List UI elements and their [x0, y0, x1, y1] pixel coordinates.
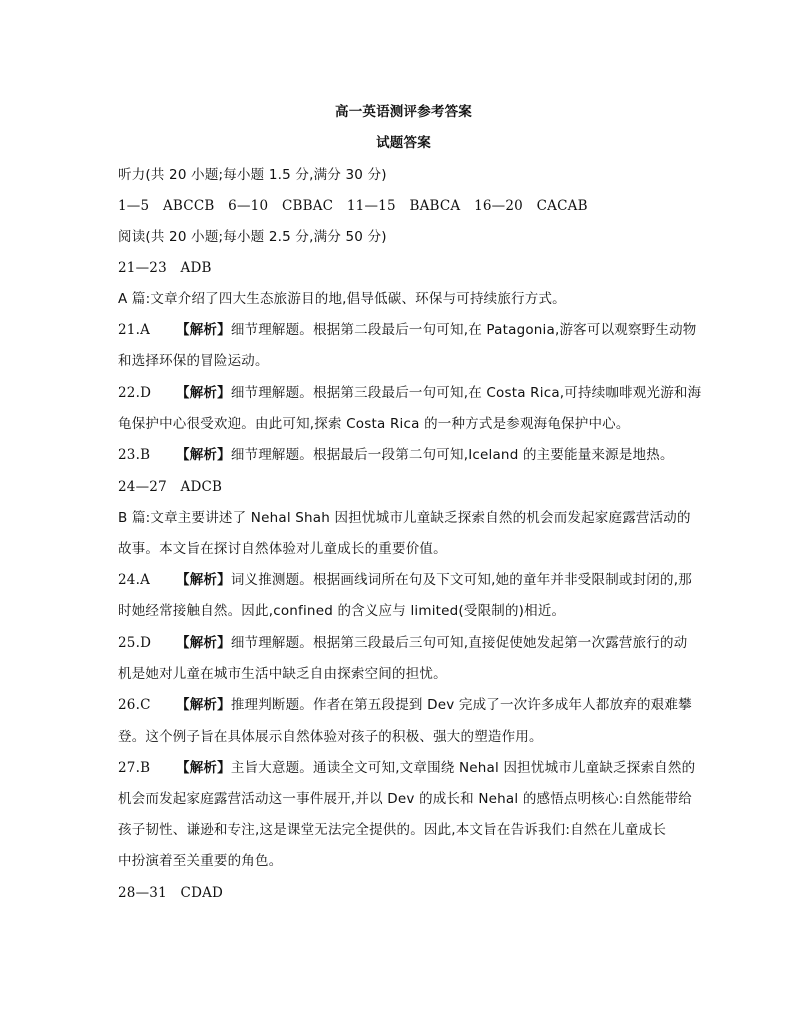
- q23-tag: 【解析】: [176, 447, 231, 463]
- q23-number: 23.B: [118, 447, 151, 463]
- q26-line1: [118, 695, 698, 715]
- group-b-answers: 24—27 ADCB: [118, 479, 223, 495]
- listening-heading: 听力(共 20 小题;每小题 1.5 分,满分 30 分): [118, 167, 387, 183]
- q25-text: 细节理解题。根据第三段最后三句可知,直接促使她发起第一次露营旅行的动: [230, 635, 688, 651]
- page-subtitle: 试题答案: [376, 135, 431, 151]
- q25-tag: 【解析】: [176, 635, 231, 651]
- q21-line2: 和选择环保的冒险运动。: [118, 353, 269, 369]
- q24-tag: 【解析】: [176, 572, 231, 588]
- reading-heading: 阅读(共 20 小题;每小题 2.5 分,满分 50 分): [118, 229, 387, 245]
- group-a-answers: 21—23 ADB: [118, 260, 212, 276]
- q22-text: 细节理解题。根据第三段最后一句可知,在 Costa Rica,可持续咖啡观光游和海: [230, 385, 702, 401]
- q24-text: 词义推测题。根据画线词所在句及下文可知,她的童年并非受限制或封闭的,那: [230, 572, 692, 588]
- q26-text: 推理判断题。作者在第五段提到 Dev 完成了一次许多成年人都放弃的艰难攀: [230, 697, 692, 713]
- q27-line1: [118, 758, 698, 778]
- q27-text: 主旨大意题。通读全文可知,文章围绕 Nehal 因担忧城市儿童缺乏探索自然的: [230, 760, 696, 776]
- q27-tag: 【解析】: [176, 760, 231, 776]
- q26-number: 26.C: [118, 697, 151, 713]
- q27-number: 27.B: [118, 760, 151, 776]
- q27-line2: 机会而发起家庭露营活动这一事件展开,并以 Dev 的成长和 Nehal 的感悟点明核心:自然能带给: [118, 791, 692, 807]
- listening-answers: 1—5 ABCCB 6—10 CBBAC 11—15 BABCA 16—20 CACAB: [118, 198, 588, 214]
- q24-line2: 时她经常接触自然。因此,confined 的含义应与 limited(受限制的)相近。: [118, 603, 566, 619]
- group-c-answers: 28—31 CDAD: [118, 885, 224, 901]
- passage-a-summary: A 篇:文章介绍了四大生态旅游目的地,倡导低碳、环保与可持续旅行方式。: [118, 291, 566, 307]
- q26-tag: 【解析】: [176, 697, 231, 713]
- passage-b-summary-line2: 故事。本文旨在探讨自然体验对儿童成长的重要价值。: [118, 541, 447, 557]
- q24-line1: [118, 570, 698, 590]
- q23-text: 细节理解题。根据最后一段第二句可知,Iceland 的主要能量来源是地热。: [230, 447, 674, 463]
- q21-tag: 【解析】: [176, 322, 231, 338]
- q26-line2: 登。这个例子旨在具体展示自然体验对孩子的积极、强大的塑造作用。: [118, 729, 543, 745]
- q27-line3: 孩子韧性、谦逊和专注,这是课堂无法完全提供的。因此,本文旨在告诉我们:自然在儿童成长: [118, 822, 667, 838]
- q22-line1: [118, 383, 702, 403]
- q25-line2: 机是她对儿童在城市生活中缺乏自由探索空间的担忧。: [118, 666, 447, 682]
- q24-number: 24.A: [118, 572, 151, 588]
- q23-line1: [118, 445, 698, 465]
- q21-number: 21.A: [118, 322, 151, 338]
- q22-line2: 龟保护中心很受欢迎。由此可知,探索 Costa Rica 的一种方式是参观海龟保护中心。: [118, 416, 630, 432]
- q22-number: 22.D: [118, 385, 152, 401]
- q21-text: 细节理解题。根据第二段最后一句可知,在 Patagonia,游客可以观察野生动物: [230, 322, 697, 338]
- q25-line1: [118, 633, 698, 653]
- q27-line4: 中扮演着至关重要的角色。: [118, 853, 283, 869]
- page-title: 高一英语测评参考答案: [335, 104, 472, 120]
- q25-number: 25.D: [118, 635, 152, 651]
- q22-tag: 【解析】: [176, 385, 231, 401]
- q21-line1: [118, 320, 698, 340]
- passage-b-summary-line1: B 篇:文章主要讲述了 Nehal Shah 因担忧城市儿童缺乏探索自然的机会而发起家庭露营活动的: [118, 510, 691, 526]
